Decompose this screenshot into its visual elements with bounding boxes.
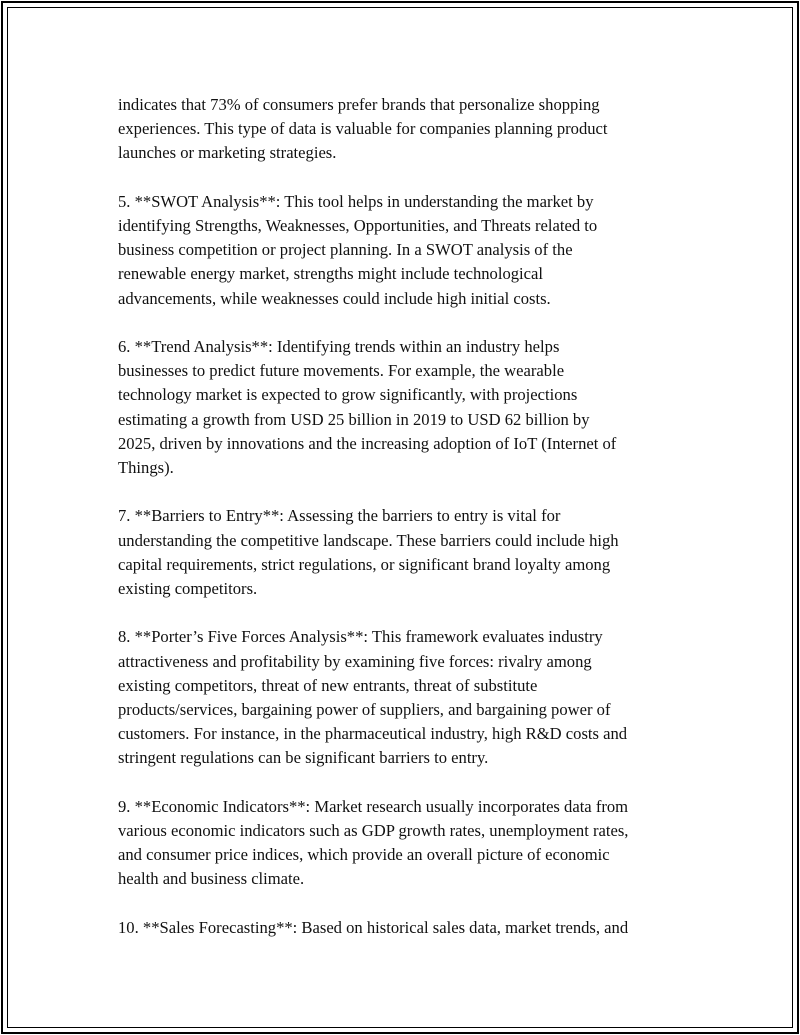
text-line: understanding the competitive landscape. These barriers could include high [118, 530, 619, 550]
text-line: businesses to predict future movements. For example, the wearable [118, 361, 565, 381]
paragraph-trend-analysis [118, 335, 698, 480]
text-line: 9. **Economic Indicators**: Market research usually incorporates data from [118, 796, 629, 816]
text-line: 10. **Sales Forecasting**: Based on historical sales data, market trends, and [118, 917, 629, 937]
text-line: 5. **SWOT Analysis**: This tool helps in understanding the market by [118, 191, 594, 211]
text-line: products/services, bargaining power of suppliers, and bargaining power of [118, 700, 611, 720]
text-line: 8. **Porter’s Five Forces Analysis**: This framework evaluates industry [118, 627, 603, 647]
text-line: capital requirements, strict regulations, or significant brand loyalty among [118, 554, 611, 574]
paragraph-porters-five-forces [118, 625, 698, 770]
text-line: renewable energy market, strengths might include technological [118, 264, 543, 284]
text-line: estimating a growth from USD 25 billion in 2019 to USD 62 billion by [118, 409, 590, 429]
text-line: existing competitors. [118, 579, 258, 599]
text-line: Things). [118, 458, 174, 478]
text-line: stringent regulations can be significant barriers to entry. [118, 748, 489, 768]
paragraph-economic-indicators [118, 795, 698, 892]
text-line: existing competitors, threat of new entrants, threat of substitute [118, 675, 538, 695]
text-line: various economic indicators such as GDP growth rates, unemployment rates, [118, 821, 629, 841]
paragraph-swot-analysis [118, 190, 698, 311]
text-line: 7. **Barriers to Entry**: Assessing the barriers to entry is vital for [118, 506, 561, 526]
text-line: customers. For instance, in the pharmaceutical industry, high R&D costs and [118, 724, 628, 744]
text-line: indicates that 73% of consumers prefer brands that personalize shopping [118, 95, 600, 114]
paragraph-consumer-preference [118, 93, 698, 166]
text-line: health and business climate. [118, 869, 305, 889]
paragraph-barriers-to-entry [118, 504, 698, 601]
text-line: 6. **Trend Analysis**: Identifying trends within an industry helps [118, 337, 560, 356]
text-line: experiences. This type of data is valuable for companies planning product [118, 119, 608, 139]
text-line: advancements, while weaknesses could include high initial costs. [118, 288, 551, 308]
text-line: technology market is expected to grow significantly, with projections [118, 385, 578, 405]
text-line: launches or marketing strategies. [118, 143, 337, 163]
document-body [118, 93, 698, 964]
text-line: and consumer price indices, which provide an overall picture of economic [118, 845, 610, 865]
text-line: attractiveness and profitability by examining five forces: rivalry among [118, 651, 592, 671]
text-line: business competition or project planning. In a SWOT analysis of the [118, 240, 573, 260]
text-line: identifying Strengths, Weaknesses, Opportunities, and Threats related to [118, 216, 598, 235]
text-line: 2025, driven by innovations and the increasing adoption of IoT (Internet of [118, 433, 617, 453]
paragraph-sales-forecasting [118, 916, 698, 940]
